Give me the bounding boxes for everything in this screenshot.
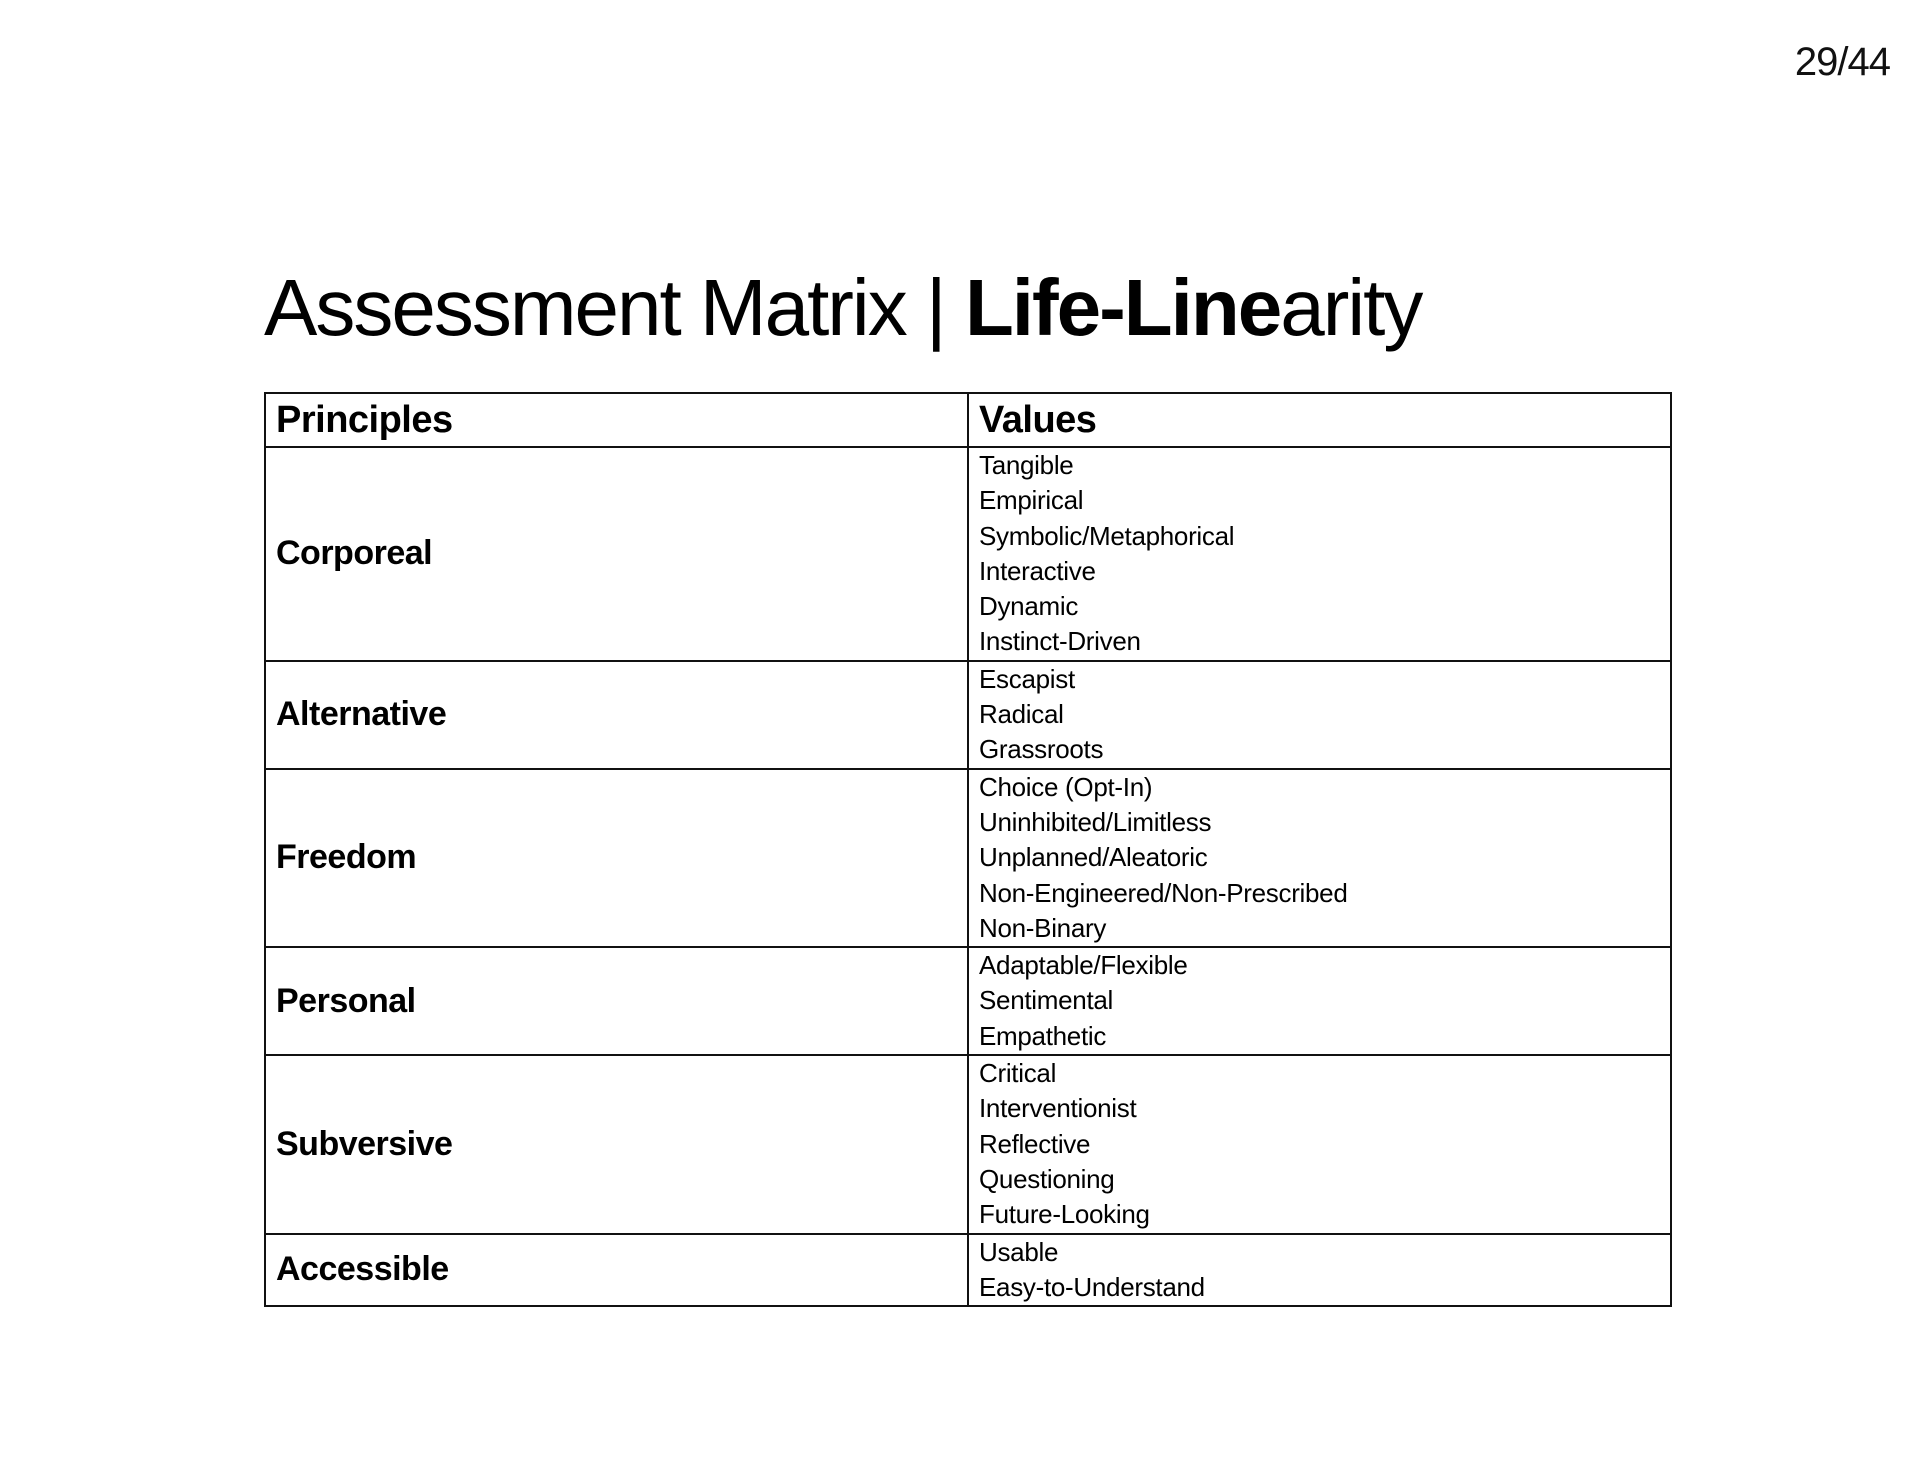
value-item: Empathetic <box>979 1020 1107 1051</box>
header-principles: Principles <box>265 393 968 447</box>
value-item: Escapist <box>979 663 1075 694</box>
value-item: Critical <box>979 1058 1057 1089</box>
value-item: Grassroots <box>979 734 1104 765</box>
values-cell <box>968 1234 1671 1307</box>
value-item: Tangible <box>979 450 1074 480</box>
values-cell <box>968 1055 1671 1233</box>
value-item: Non-Engineered/Non-Prescribed <box>979 877 1348 908</box>
table-row <box>265 1234 1671 1307</box>
value-item: Future-Looking <box>979 1199 1150 1230</box>
header-values: Values <box>968 393 1671 447</box>
values-cell <box>968 661 1671 769</box>
table-row <box>265 661 1671 769</box>
title-prefix: Assessment Matrix | <box>264 263 965 352</box>
values-cell <box>968 947 1671 1055</box>
principle-cell: Freedom <box>265 769 968 947</box>
principle-cell: Accessible <box>265 1234 968 1307</box>
value-item: Reflective <box>979 1128 1091 1159</box>
values-cell <box>968 447 1671 661</box>
value-item: Interventionist <box>979 1093 1137 1124</box>
principle-cell: Subversive <box>265 1055 968 1233</box>
title-suffix: arity <box>1280 263 1422 352</box>
value-item: Easy-to-Understand <box>979 1271 1205 1302</box>
value-item: Uninhibited/Limitless <box>979 806 1212 837</box>
value-item: Symbolic/Metaphorical <box>979 520 1235 551</box>
value-item: Dynamic <box>979 591 1079 622</box>
table-row <box>265 447 1671 661</box>
value-item: Adaptable/Flexible <box>979 950 1188 981</box>
value-item: Instinct-Driven <box>979 626 1141 657</box>
values-cell <box>968 769 1671 947</box>
principle-cell: Alternative <box>265 661 968 769</box>
value-item: Questioning <box>979 1163 1115 1194</box>
value-item: Empirical <box>979 485 1084 516</box>
table-row <box>265 1055 1671 1233</box>
table-body <box>265 447 1671 1306</box>
page-title <box>264 258 1421 358</box>
title-bold: Life-Line <box>964 263 1281 352</box>
principle-cell: Corporeal <box>265 447 968 661</box>
value-item: Sentimental <box>979 985 1113 1016</box>
value-item: Usable <box>979 1236 1059 1267</box>
table-header-row <box>265 393 1671 447</box>
table-row <box>265 769 1671 947</box>
principle-cell: Personal <box>265 947 968 1055</box>
value-item: Radical <box>979 699 1064 730</box>
assessment-matrix-table <box>264 392 1672 1307</box>
value-item: Choice (Opt-In) <box>979 771 1153 802</box>
value-item: Unplanned/Aleatoric <box>979 842 1208 873</box>
value-item: Non-Binary <box>979 912 1107 943</box>
table-row <box>265 947 1671 1055</box>
page-number: 29/44 <box>1794 40 1890 84</box>
value-item: Interactive <box>979 555 1096 586</box>
